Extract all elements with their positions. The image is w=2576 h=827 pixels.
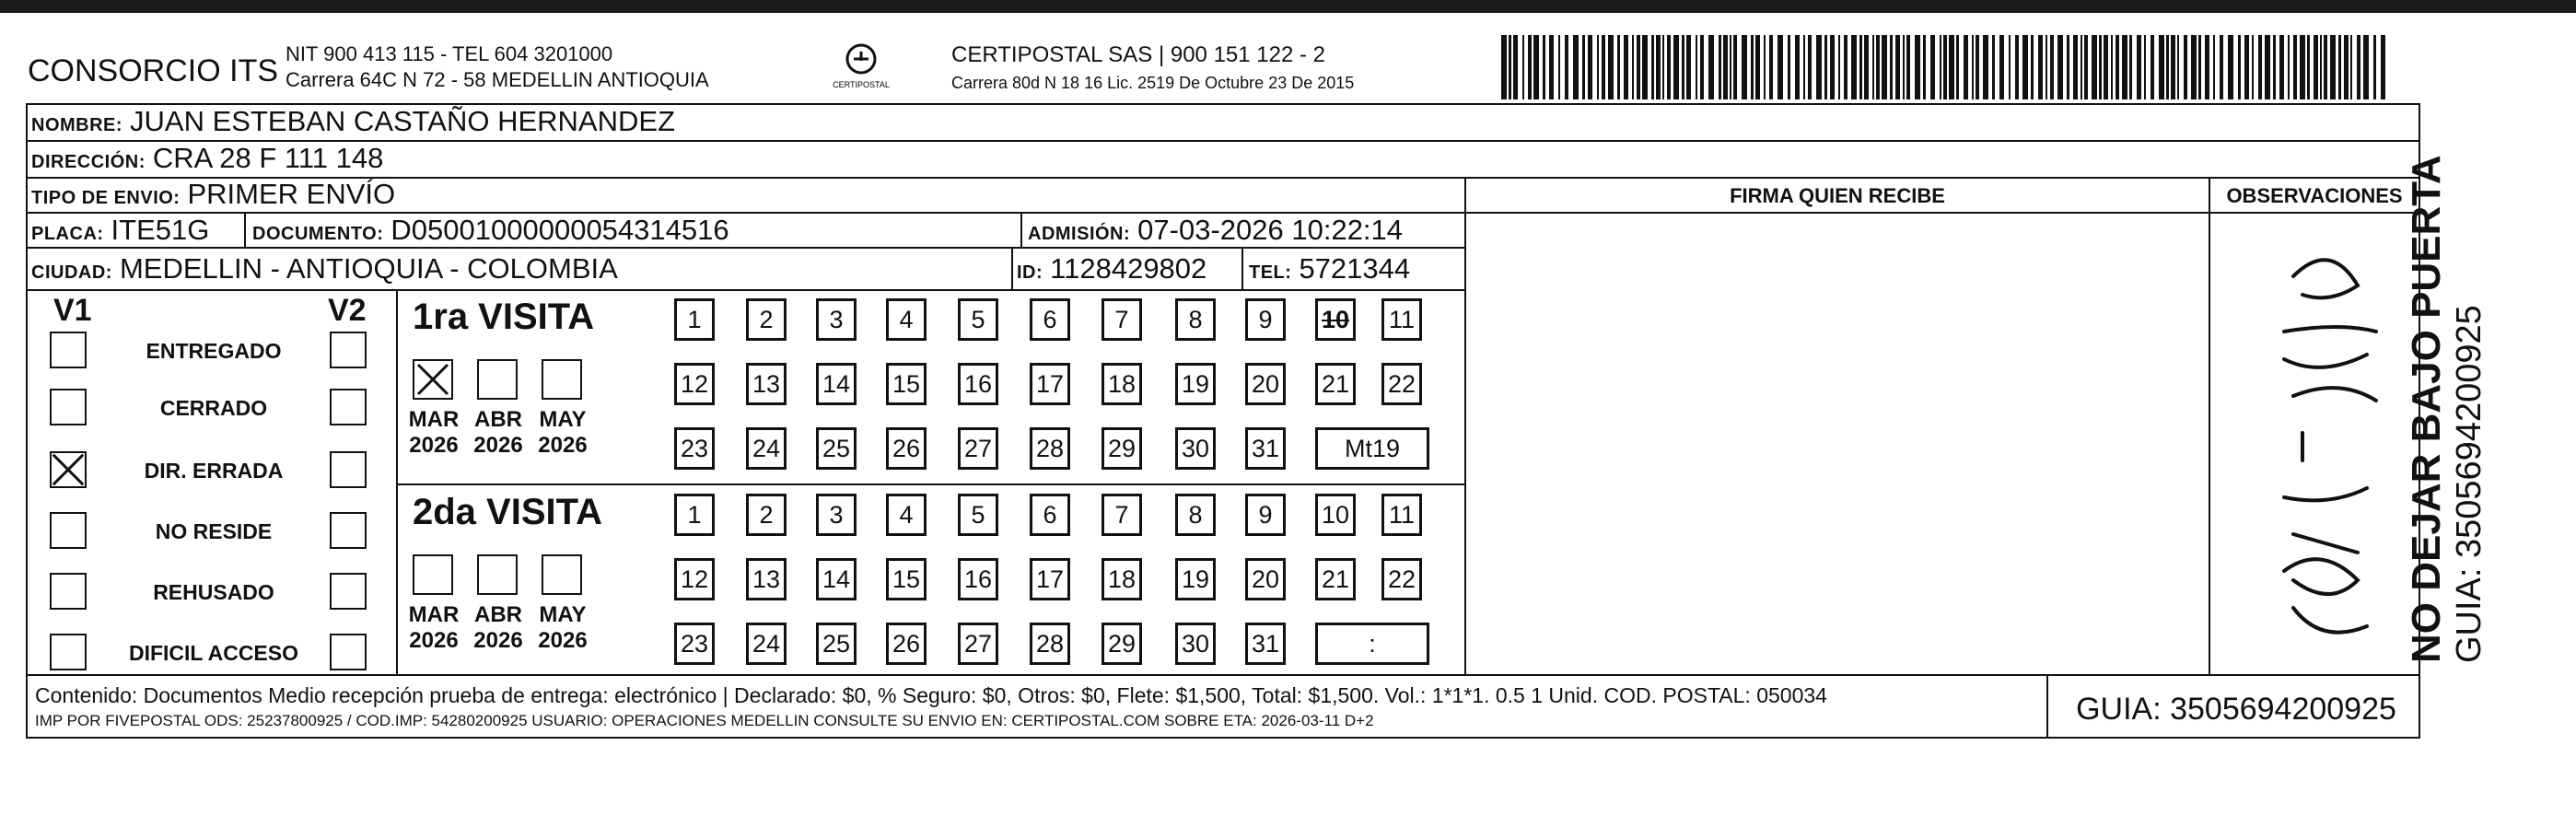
- month-year: 2026: [538, 433, 588, 458]
- day-box[interactable]: 13: [746, 363, 787, 405]
- barcode-bar: [2122, 35, 2127, 99]
- barcode-bar: [1906, 35, 1910, 99]
- barcode-bar: [2104, 35, 2108, 99]
- day-box[interactable]: 29: [1102, 623, 1142, 665]
- status-option-label: DIFICIL ACCESO: [128, 641, 298, 665]
- day-box[interactable]: 9: [1245, 494, 1286, 536]
- month-year: 2026: [473, 628, 523, 653]
- barcode-bar: [2099, 35, 2102, 99]
- barcode-bar: [2166, 35, 2169, 99]
- day-box[interactable]: 7: [1102, 494, 1142, 536]
- day-box[interactable]: 1: [674, 298, 715, 341]
- col-divider: [2209, 177, 2210, 674]
- day-box[interactable]: 6: [1030, 494, 1070, 536]
- barcode-bar: [1769, 35, 1773, 99]
- barcode-bar: [1549, 35, 1554, 99]
- barcode-bar: [2177, 35, 2179, 99]
- barcode-bar: [2038, 35, 2043, 99]
- month-label: [402, 407, 466, 459]
- barcode-bar: [1795, 35, 1800, 99]
- barcode-bar: [1673, 35, 1679, 99]
- barcode-bar: [2363, 35, 2369, 99]
- barcode-bar: [1859, 35, 1862, 99]
- day-box[interactable]: 31: [1245, 623, 1286, 665]
- barcode-bar: [1816, 35, 1822, 99]
- barcode-bar: [1632, 35, 1634, 99]
- barcode-bar: [2050, 35, 2054, 99]
- barcode-bar: [2350, 35, 2352, 99]
- day-box[interactable]: 6: [1030, 298, 1070, 341]
- day-box[interactable]: 15: [886, 558, 927, 600]
- day-box[interactable]: 23: [674, 623, 715, 665]
- day-box[interactable]: 23: [674, 427, 715, 470]
- day-box[interactable]: 10: [1315, 494, 1356, 536]
- month-checkbox[interactable]: [477, 554, 518, 595]
- day-box[interactable]: 27: [958, 623, 998, 665]
- barcode-bar: [2300, 35, 2305, 99]
- tel-value: 5721344: [1299, 252, 1411, 285]
- barcode-bar: [2258, 35, 2262, 99]
- row-divider: [26, 247, 1464, 249]
- address-line: Carrera 64C N 72 - 58 MEDELLIN ANTIOQUIA: [286, 68, 709, 91]
- barcode-bar: [1522, 35, 1524, 99]
- day-box[interactable]: 14: [816, 558, 857, 600]
- barcode-bar: [1624, 35, 1628, 99]
- barcode-bar: [2081, 35, 2082, 99]
- nombre-label: NOMBRE:: [31, 115, 123, 135]
- barcode-bar: [2015, 35, 2019, 99]
- side-text: [2404, 155, 2489, 663]
- tipo-value: PRIMER ENVÍO: [187, 178, 396, 210]
- day-box[interactable]: 27: [958, 427, 998, 470]
- barcode-bar: [1513, 35, 1518, 99]
- imp-text: IMP POR FIVEPOSTAL ODS: 25237800925 / COD.IMP: 54280200925 USUARIO: OPERACIONES MEDELLIN CONSULTE SU ENVIO EN: CERTIPOSTAL.COM SOBRE ETA: 2026-03-11 D+2: [35, 712, 1374, 729]
- ciudad-value: MEDELLIN - ANTIOQUIA - COLOMBIA: [119, 252, 618, 285]
- barcode-bar: [2220, 35, 2223, 99]
- cell-divider: [396, 289, 398, 674]
- row-divider: [26, 140, 2420, 142]
- day-box[interactable]: 9: [1245, 298, 1286, 341]
- barcode-bar: [1844, 35, 1847, 99]
- day-box[interactable]: 13: [746, 558, 787, 600]
- status-option-label: REHUSADO: [153, 580, 274, 604]
- barcode-bar: [1509, 35, 1511, 99]
- barcode-bar: [2293, 35, 2297, 99]
- barcode-bar: [1642, 35, 1648, 99]
- barcode-bar: [1999, 35, 2004, 99]
- month-label: [466, 407, 530, 459]
- barcode-bar: [2357, 35, 2360, 99]
- day-box[interactable]: 31: [1245, 427, 1286, 470]
- nit-line: NIT 900 413 115 - TEL 604 3201000: [286, 42, 613, 65]
- carrier-license: Carrera 80d N 18 16 Lic. 2519 De Octubre 23 De 2015: [951, 74, 1355, 92]
- barcode-bar: [1617, 35, 1620, 99]
- barcode-bar: [1588, 35, 1592, 99]
- month-name: MAY: [539, 407, 587, 432]
- barcode-bar: [2111, 35, 2113, 99]
- day-box[interactable]: 3: [816, 298, 857, 341]
- day-box[interactable]: 26: [886, 427, 927, 470]
- barcode-bar: [2238, 35, 2241, 99]
- barcode-bar: [1983, 35, 1988, 99]
- nombre-value: JUAN ESTEBAN CASTAÑO HERNANDEZ: [130, 105, 675, 137]
- month-name: ABR: [474, 407, 522, 432]
- barcode-bar: [2137, 35, 2141, 99]
- month-label: [466, 602, 530, 654]
- v2-header: V2: [328, 293, 367, 328]
- logo-text: CERTIPOSTAL: [833, 80, 890, 89]
- barcode-bar: [1573, 35, 1579, 99]
- day-box[interactable]: 12: [674, 363, 715, 405]
- barcode-bar: [2324, 35, 2327, 99]
- status-option-label: ENTREGADO: [146, 339, 282, 363]
- v1-checkbox[interactable]: [50, 512, 87, 549]
- barcode-bar: [2279, 35, 2284, 99]
- day-box[interactable]: 11: [1381, 494, 1422, 536]
- barcode-bar: [1964, 35, 1968, 99]
- barcode: [1501, 35, 2385, 99]
- day-box[interactable]: 18: [1102, 558, 1142, 600]
- cell-divider: [1011, 247, 1013, 289]
- day-box[interactable]: 12: [674, 558, 715, 600]
- v1-checkbox[interactable]: [50, 634, 87, 670]
- id-cell: [1017, 252, 1206, 285]
- barcode-bar: [1949, 35, 1954, 99]
- barcode-bar: [1582, 35, 1585, 99]
- barcode-bar: [1543, 35, 1545, 99]
- barcode-bar: [2159, 35, 2164, 99]
- day-box[interactable]: 20: [1245, 363, 1286, 405]
- admision-cell: [1028, 214, 1403, 247]
- day-box[interactable]: 16: [958, 558, 998, 600]
- day-box[interactable]: 11: [1381, 298, 1422, 341]
- day-box[interactable]: 17: [1030, 363, 1070, 405]
- side-warning: NO DEJAR BAJO PUERTA: [2404, 155, 2449, 663]
- ciudad-label: CIUDAD:: [31, 262, 112, 283]
- barcode-bar: [1778, 35, 1783, 99]
- v1-checkbox[interactable]: [50, 389, 87, 425]
- day-box[interactable]: 17: [1030, 558, 1070, 600]
- barcode-bar: [1903, 35, 1905, 99]
- month-year: 2026: [473, 433, 523, 458]
- barcode-bar: [2191, 35, 2197, 99]
- barcode-bar: [1890, 35, 1893, 99]
- placa-value: ITE51G: [111, 214, 210, 246]
- barcode-bar: [1533, 35, 1539, 99]
- barcode-bar: [1637, 35, 1640, 99]
- day-box[interactable]: 24: [746, 427, 787, 470]
- barcode-bar: [2084, 35, 2088, 99]
- barcode-bar: [2046, 35, 2047, 99]
- day-box[interactable]: 8: [1175, 298, 1216, 341]
- documento-cell: [252, 214, 729, 247]
- firma-header: FIRMA QUIEN RECIBE: [1730, 184, 1945, 207]
- barcode-bar: [1565, 35, 1568, 99]
- barcode-bar: [1742, 35, 1747, 99]
- barcode-bar: [2022, 35, 2028, 99]
- barcode-bar: [1730, 35, 1731, 99]
- top-border: [0, 0, 2576, 13]
- id-label: ID:: [1017, 262, 1043, 283]
- day-box[interactable]: 21: [1315, 363, 1356, 405]
- month-name: MAY: [539, 602, 587, 627]
- barcode-bar: [2057, 35, 2063, 99]
- month-checkbox[interactable]: [542, 554, 582, 595]
- barcode-bar: [1808, 35, 1812, 99]
- day-box[interactable]: 2: [746, 494, 787, 536]
- barcode-bar: [1943, 35, 1947, 99]
- day-box[interactable]: 14: [816, 363, 857, 405]
- month-year: 2026: [409, 433, 459, 458]
- side-guia: GUIA: 3505694200925: [2450, 305, 2489, 663]
- month-label: [530, 407, 595, 459]
- day-box[interactable]: 3: [816, 494, 857, 536]
- barcode-bar: [1696, 35, 1697, 99]
- barcode-bar: [2265, 35, 2270, 99]
- barcode-bar: [1558, 35, 1560, 99]
- barcode-bar: [2320, 35, 2322, 99]
- guia-footer: GUIA: 3505694200925: [2076, 692, 2396, 727]
- time-box[interactable]: :: [1315, 623, 1429, 665]
- v1-checkbox[interactable]: [50, 332, 87, 368]
- documento-label: DOCUMENTO:: [252, 224, 384, 244]
- barcode-bar: [1838, 35, 1840, 99]
- barcode-bar: [1895, 35, 1900, 99]
- barcode-bar: [1662, 35, 1664, 99]
- barcode-bar: [1656, 35, 1661, 99]
- v2-checkbox[interactable]: [330, 389, 367, 425]
- barcode-bar: [1528, 35, 1532, 99]
- documento-value: D05001000000054314516: [390, 214, 729, 246]
- barcode-bar: [1651, 35, 1654, 99]
- tel-label: TEL:: [1249, 262, 1292, 283]
- barcode-bar: [1501, 35, 1507, 99]
- day-box[interactable]: 10: [1315, 298, 1356, 341]
- cell-divider: [1020, 212, 1022, 247]
- day-box[interactable]: 19: [1175, 558, 1216, 600]
- direccion-value: CRA 28 F 111 148: [152, 142, 384, 174]
- barcode-bar: [1597, 35, 1599, 99]
- barcode-bar: [1803, 35, 1805, 99]
- row-divider: [26, 289, 1464, 291]
- barcode-bar: [1940, 35, 1941, 99]
- day-box[interactable]: 2: [746, 298, 787, 341]
- month-label: [402, 602, 466, 654]
- barcode-bar: [2244, 35, 2249, 99]
- barcode-bar: [2213, 35, 2215, 99]
- barcode-bar: [2116, 35, 2119, 99]
- barcode-bar: [1755, 35, 1760, 99]
- day-box[interactable]: 25: [816, 427, 857, 470]
- visit-title: 2da VISITA: [413, 492, 602, 532]
- certipostal-logo-icon: [820, 37, 903, 94]
- cell-divider: [1241, 247, 1243, 289]
- barcode-bar: [2273, 35, 2276, 99]
- barcode-bar: [1864, 35, 1869, 99]
- day-box[interactable]: 30: [1175, 427, 1216, 470]
- day-box[interactable]: 4: [886, 298, 927, 341]
- carrier-line: CERTIPOSTAL SAS | 900 151 122 - 2: [951, 42, 1325, 67]
- barcode-bar: [1667, 35, 1671, 99]
- month-checkbox[interactable]: [542, 359, 582, 400]
- barcode-bar: [1788, 35, 1790, 99]
- day-box[interactable]: 4: [886, 494, 927, 536]
- contenido-text: Contenido: Documentos Medio recepción prueba de entrega: electrónico | Declarado: $0, % Seguro: $0, Otros: $0, Flete: $1,500, Total: $1,500. Vol.: 1*1*1. 0.5 1 Unid. COD. POSTAL: 050034: [35, 683, 1827, 707]
- nombre-row: [31, 105, 675, 138]
- v1-header: V1: [53, 293, 92, 328]
- barcode-bar: [1992, 35, 1995, 99]
- day-box[interactable]: 26: [886, 623, 927, 665]
- day-box[interactable]: 5: [958, 298, 998, 341]
- visit-divider: [396, 483, 1464, 485]
- status-option-label: NO RESIDE: [155, 519, 273, 543]
- barcode-bar: [2288, 35, 2290, 99]
- barcode-bar: [2338, 35, 2341, 99]
- barcode-bar: [2073, 35, 2078, 99]
- cell-divider: [2046, 674, 2048, 739]
- time-box[interactable]: Mt19: [1315, 427, 1429, 470]
- day-box[interactable]: 28: [1030, 623, 1070, 665]
- day-box[interactable]: 15: [886, 363, 927, 405]
- day-box[interactable]: 19: [1175, 363, 1216, 405]
- observaciones-header: OBSERVACIONES: [2226, 184, 2403, 207]
- placa-label: PLACA:: [31, 224, 104, 244]
- barcode-bar: [2031, 35, 2034, 99]
- tipo-label: TIPO DE ENVIO:: [31, 188, 181, 208]
- barcode-bar: [1956, 35, 1959, 99]
- direccion-row: [31, 142, 383, 175]
- barcode-bar: [2381, 35, 2385, 99]
- carrier-info: [951, 41, 1354, 97]
- day-box[interactable]: 22: [1381, 363, 1422, 405]
- month-year: 2026: [409, 628, 459, 653]
- barcode-bar: [1930, 35, 1935, 99]
- day-box[interactable]: 7: [1102, 298, 1142, 341]
- day-box[interactable]: 5: [958, 494, 998, 536]
- company-info: [286, 41, 709, 93]
- day-box[interactable]: 21: [1315, 558, 1356, 600]
- v1-checkbox[interactable]: [50, 573, 87, 610]
- footer-divider: [26, 674, 2420, 676]
- barcode-bar: [1882, 35, 1887, 99]
- barcode-bar: [2184, 35, 2187, 99]
- barcode-bar: [2344, 35, 2349, 99]
- barcode-bar: [1608, 35, 1614, 99]
- v2-checkbox[interactable]: [330, 512, 367, 549]
- barcode-bar: [1976, 35, 1979, 99]
- admision-value: 07-03-2026 10:22:14: [1137, 214, 1404, 246]
- handwriting-text: Pdta interior: [2229, 221, 2234, 222]
- day-box[interactable]: 29: [1102, 427, 1142, 470]
- barcode-bar: [2171, 35, 2175, 99]
- barcode-bar: [2314, 35, 2318, 99]
- day-box[interactable]: 24: [746, 623, 787, 665]
- barcode-bar: [1602, 35, 1605, 99]
- admision-label: ADMISIÓN:: [1028, 224, 1131, 244]
- barcode-bar: [1876, 35, 1880, 99]
- barcode-bar: [2092, 35, 2097, 99]
- v2-checkbox[interactable]: [330, 573, 367, 610]
- barcode-bar: [1700, 35, 1704, 99]
- v2-checkbox[interactable]: [330, 451, 367, 488]
- barcode-bar: [1915, 35, 1920, 99]
- day-box[interactable]: 16: [958, 363, 998, 405]
- day-box[interactable]: 8: [1175, 494, 1216, 536]
- month-checkbox[interactable]: [413, 359, 453, 400]
- day-box[interactable]: 25: [816, 623, 857, 665]
- barcode-bar: [1824, 35, 1827, 99]
- visit-title: 1ra VISITA: [413, 297, 595, 337]
- day-box[interactable]: 18: [1102, 363, 1142, 405]
- barcode-bar: [1923, 35, 1926, 99]
- barcode-bar: [1719, 35, 1721, 99]
- barcode-bar: [1872, 35, 1874, 99]
- barcode-bar: [2373, 35, 2376, 99]
- day-box[interactable]: 30: [1175, 623, 1216, 665]
- barcode-bar: [2198, 35, 2201, 99]
- status-option-label: CERRADO: [159, 396, 268, 420]
- day-box[interactable]: 20: [1245, 558, 1286, 600]
- ciudad-cell: [31, 252, 618, 285]
- month-checkbox[interactable]: [413, 554, 453, 595]
- status-option-label: DIR. ERRADA: [144, 459, 284, 483]
- direccion-label: DIRECCIÓN:: [31, 152, 146, 172]
- month-name: MAR: [408, 407, 460, 432]
- barcode-bar: [1682, 35, 1684, 99]
- barcode-bar: [2252, 35, 2254, 99]
- barcode-bar: [2205, 35, 2209, 99]
- day-box[interactable]: 22: [1381, 558, 1422, 600]
- barcode-bar: [1830, 35, 1835, 99]
- col-divider: [1464, 177, 1466, 674]
- observaciones-handwriting: [2229, 221, 2404, 663]
- barcode-bar: [1723, 35, 1728, 99]
- barcode-bar: [2129, 35, 2132, 99]
- barcode-bar: [1751, 35, 1754, 99]
- barcode-bar: [1764, 35, 1766, 99]
- month-label: [530, 602, 595, 654]
- company-name: CONSORCIO ITS: [28, 53, 279, 88]
- barcode-bar: [1733, 35, 1737, 99]
- v1-checkbox[interactable]: [50, 451, 87, 488]
- barcode-bar: [1708, 35, 1714, 99]
- day-box[interactable]: 28: [1030, 427, 1070, 470]
- placa-cell: [31, 214, 209, 247]
- month-name: ABR: [474, 602, 522, 627]
- barcode-bar: [1851, 35, 1857, 99]
- month-checkbox[interactable]: [477, 359, 518, 400]
- barcode-bar: [1972, 35, 1974, 99]
- barcode-bar: [2228, 35, 2233, 99]
- barcode-bar: [2307, 35, 2310, 99]
- day-box[interactable]: 1: [674, 494, 715, 536]
- tipo-row: [31, 178, 395, 211]
- barcode-bar: [2151, 35, 2154, 99]
- v2-checkbox[interactable]: [330, 332, 367, 368]
- cell-divider: [244, 212, 246, 247]
- id-value: 1128429802: [1050, 252, 1207, 285]
- barcode-bar: [2009, 35, 2011, 99]
- barcode-bar: [2144, 35, 2146, 99]
- month-year: 2026: [538, 628, 588, 653]
- month-name: MAR: [408, 602, 460, 627]
- barcode-bar: [1686, 35, 1691, 99]
- tel-cell: [1249, 252, 1410, 285]
- v2-checkbox[interactable]: [330, 634, 367, 670]
- barcode-bar: [2330, 35, 2336, 99]
- barcode-bar: [2067, 35, 2069, 99]
